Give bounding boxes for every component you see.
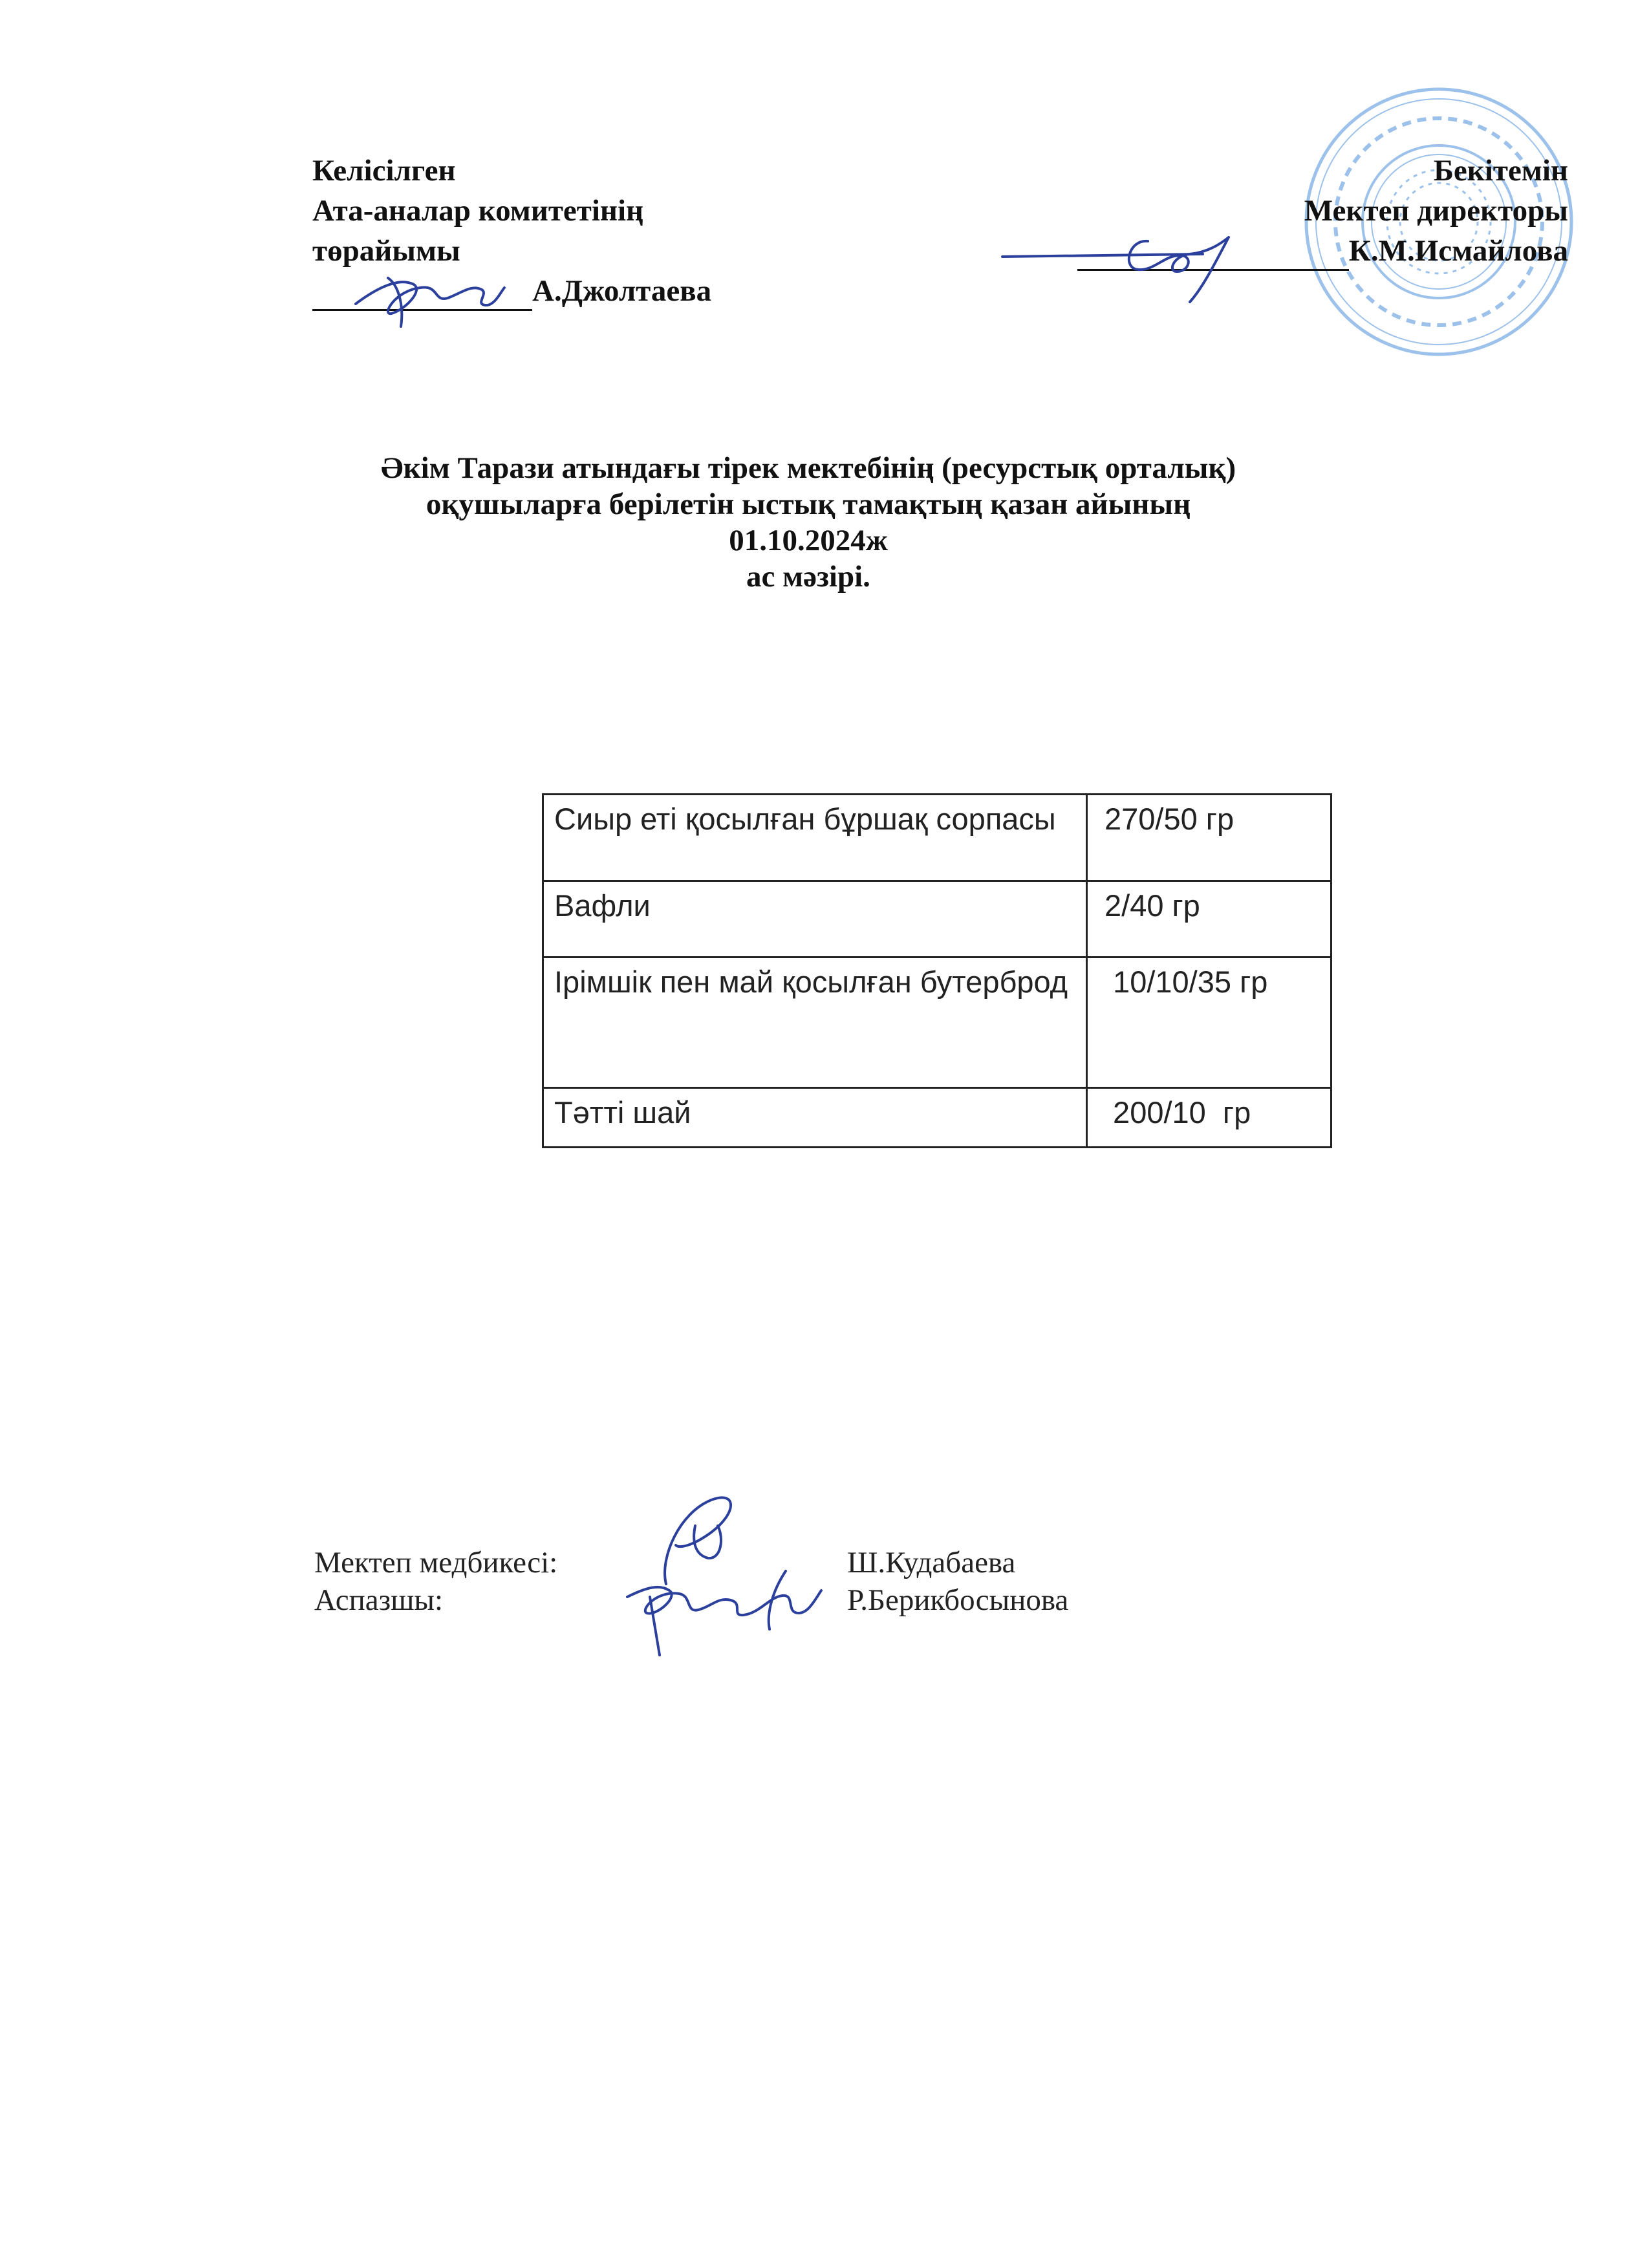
- title-line-2: оқушыларға берілетін ыстық тамақтың қазан айының: [426, 487, 1191, 521]
- chairwoman-signature-icon: [343, 265, 511, 330]
- dish-cell: Вафли: [543, 881, 1087, 957]
- nurse-name: Ш.Кудабаева: [847, 1546, 1016, 1579]
- dish-cell: Ірімшік пен май қосылған бутерброд: [543, 957, 1087, 1088]
- parent-committee-label: Ата-аналар комитетінің: [312, 194, 644, 228]
- school-director-label: Мектеп директоры: [1304, 194, 1568, 228]
- table-row: [543, 795, 1331, 881]
- portion-cell: 200/10 гр: [1087, 1088, 1331, 1148]
- menu-table: [542, 793, 1332, 1148]
- portion-cell: 2/40 гр: [1087, 881, 1331, 957]
- portion-cell: 270/50 гр: [1087, 795, 1331, 881]
- approve-label: Бекітемін: [1433, 154, 1568, 187]
- chairwoman-name: А.Джолтаева: [532, 274, 712, 308]
- title-line-1: Әкім Тарази атындағы тірек мектебінің (ресурстық орталық): [380, 451, 1236, 485]
- title-line-4: ас мәзірі.: [746, 560, 870, 594]
- dish-cell: Сиыр еті қосылған бұршақ сорпасы: [543, 795, 1087, 881]
- cook-signature-icon: [621, 1552, 828, 1662]
- director-signature-icon: [996, 230, 1274, 307]
- table-row: [543, 957, 1331, 1088]
- cook-label: Аспазшы:: [314, 1583, 444, 1617]
- chairwoman-label: төрайымы: [312, 234, 460, 268]
- agreed-label: Келісілген: [312, 154, 456, 187]
- nurse-label: Мектеп медбикесі:: [314, 1546, 558, 1579]
- director-name: К.М.Исмайлова: [1348, 234, 1568, 268]
- table-row: [543, 881, 1331, 957]
- title-date: 01.10.2024ж: [729, 524, 888, 557]
- cook-name: Р.Берикбосынова: [847, 1583, 1069, 1617]
- dish-cell: Тәтті шай: [543, 1088, 1087, 1148]
- portion-cell: 10/10/35 гр: [1087, 957, 1331, 1088]
- table-row: [543, 1088, 1331, 1148]
- menu-title: [194, 450, 1423, 595]
